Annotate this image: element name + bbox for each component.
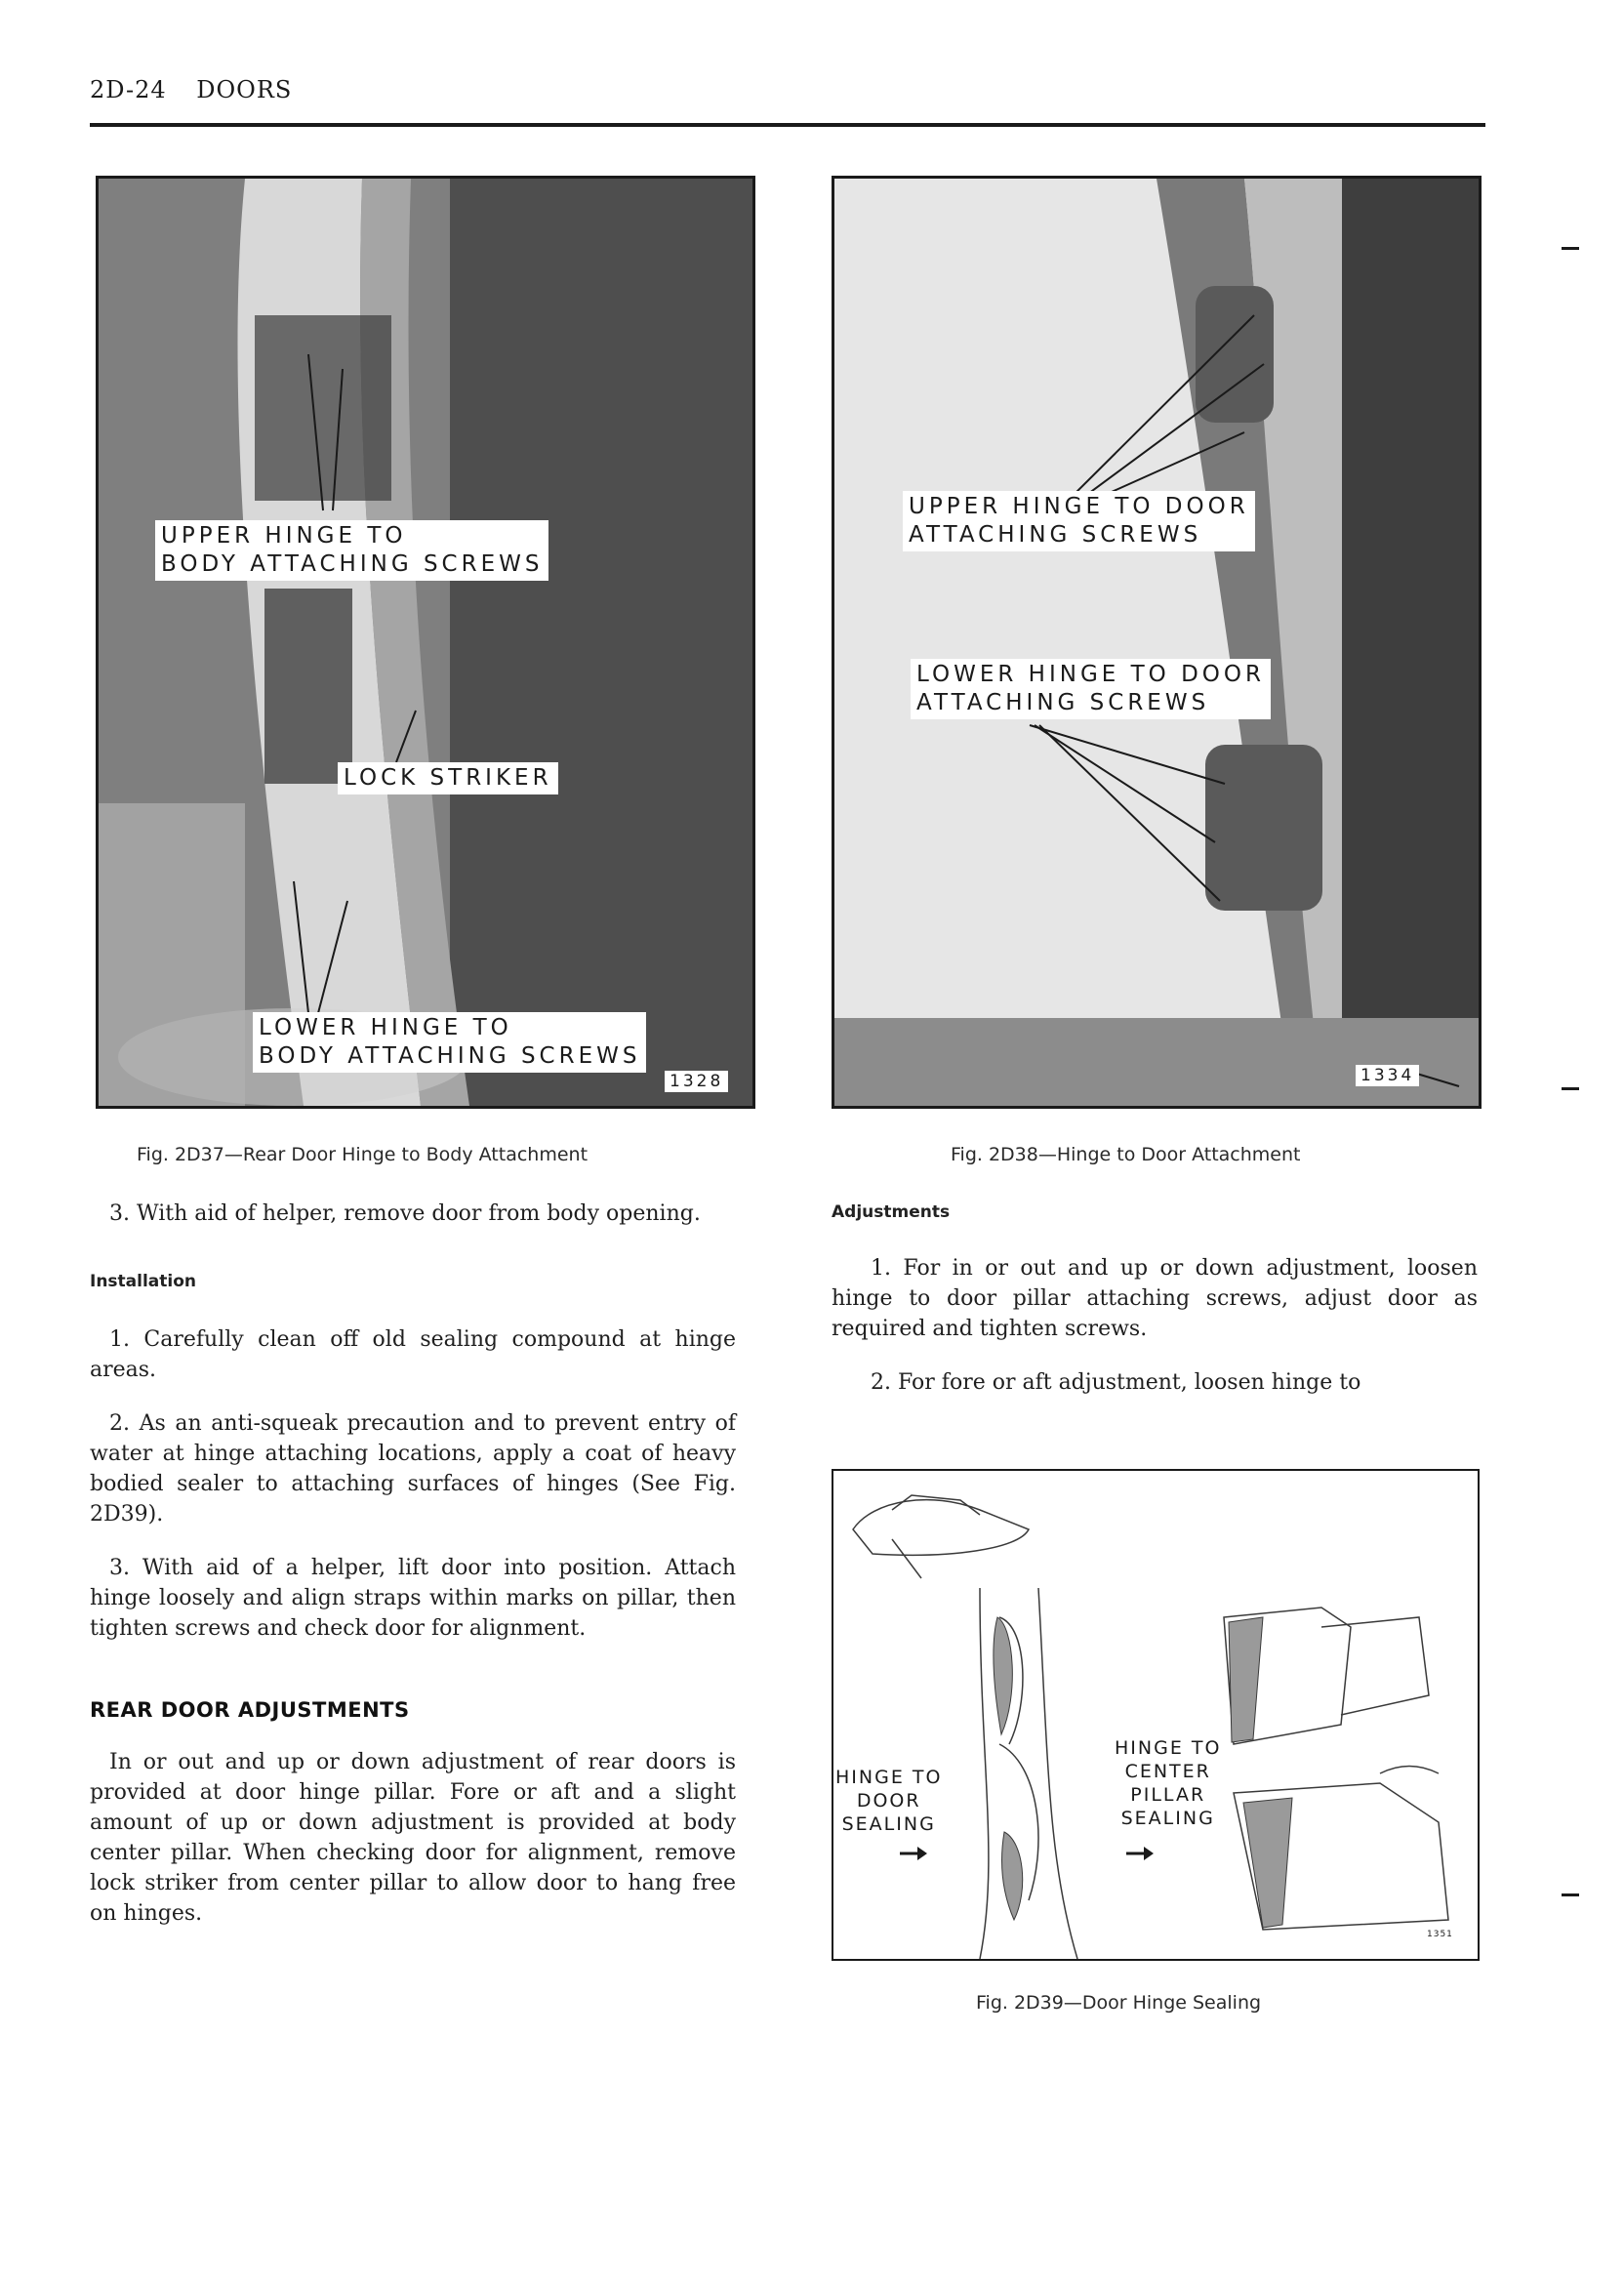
installation-step-2: 2. As an anti-squeak precaution and to prevent entry of water at hinge attaching locations, apply a coat of heavy bodied sealer to attaching surfaces of hinges (See Fig. 2D39). [90, 1411, 736, 1527]
installation-step-3: 3. With aid of a helper, lift door into position. Attach hinge loosely and align straps within marks on pillar, then tighten screws and check door for alignment. [90, 1556, 736, 1641]
figure-2d39-door-sealing-label: HINGE TO DOOR SEALING [835, 1767, 943, 1835]
margin-mark [1562, 1087, 1579, 1090]
adjustment-step-1: 1. For in or out and up or down adjustment, loosen hinge to door pillar attaching screws, adjust door as required and tighten screws. [832, 1256, 1478, 1341]
margin-mark [1562, 247, 1579, 250]
header-rule [90, 123, 1485, 127]
figure-2d38-photo [832, 176, 1482, 1109]
figure-2d38-photo-number: 1334 [1356, 1065, 1419, 1086]
adjustment-step-2: 2. For fore or aft adjustment, loosen hinge to [871, 1370, 1361, 1395]
figure-2d39-caption: Fig. 2D39—Door Hinge Sealing [976, 1992, 1262, 2014]
figure-2d38-illustration [834, 179, 1479, 1106]
figure-2d39-drawing [832, 1469, 1480, 1961]
rear-door-adjustments-heading: REAR DOOR ADJUSTMENTS [90, 1698, 410, 1722]
right-column [832, 1202, 1478, 1398]
figure-2d37-caption: Fig. 2D37—Rear Door Hinge to Body Attachment [137, 1144, 589, 1165]
figure-2d38-caption: Fig. 2D38—Hinge to Door Attachment [951, 1144, 1301, 1165]
figure-2d39-pillar-sealing-label: HINGE TO CENTER PILLAR SEALING [1115, 1737, 1222, 1829]
figure-2d38-lower-hinge-label: LOWER HINGE TO DOOR ATTACHING SCREWS [911, 659, 1271, 719]
page-number: 2D-24 [90, 76, 167, 103]
figure-2d37-photo [96, 176, 755, 1109]
rear-door-adjustments-text: In or out and up or down adjustment of rear doors is provided at door hinge pillar. Fore or aft and a slight amount of up or down adjustment is provided at body center pillar. When checking door for alignment, remove lock striker from center pillar to allow door to hang free on hinges. [90, 1750, 736, 1926]
figure-2d38-upper-hinge-label: UPPER HINGE TO DOOR ATTACHING SCREWS [903, 491, 1255, 551]
margin-mark [1562, 1893, 1579, 1896]
figure-2d37-lower-hinge-label: LOWER HINGE TO BODY ATTACHING SCREWS [253, 1012, 646, 1073]
figure-2d39-drawing-number: 1351 [1427, 1930, 1453, 1939]
adjustments-heading: Adjustments [832, 1202, 951, 1222]
figure-2d37-upper-hinge-label: UPPER HINGE TO BODY ATTACHING SCREWS [155, 520, 548, 581]
figure-2d37-lock-striker-label: LOCK STRIKER [338, 762, 558, 794]
left-column [90, 1199, 736, 1929]
page-header [90, 76, 292, 103]
removal-step-3: 3. With aid of helper, remove door from body opening. [109, 1201, 701, 1226]
figure-2d37-illustration [99, 179, 752, 1106]
installation-step-1: 1. Carefully clean off old sealing compound at hinge areas. [90, 1327, 736, 1382]
installation-heading: Installation [90, 1272, 197, 1291]
figure-2d39-illustration [833, 1471, 1478, 1959]
figure-2d37-photo-number: 1328 [665, 1071, 728, 1092]
section-title: DOORS [196, 76, 293, 103]
